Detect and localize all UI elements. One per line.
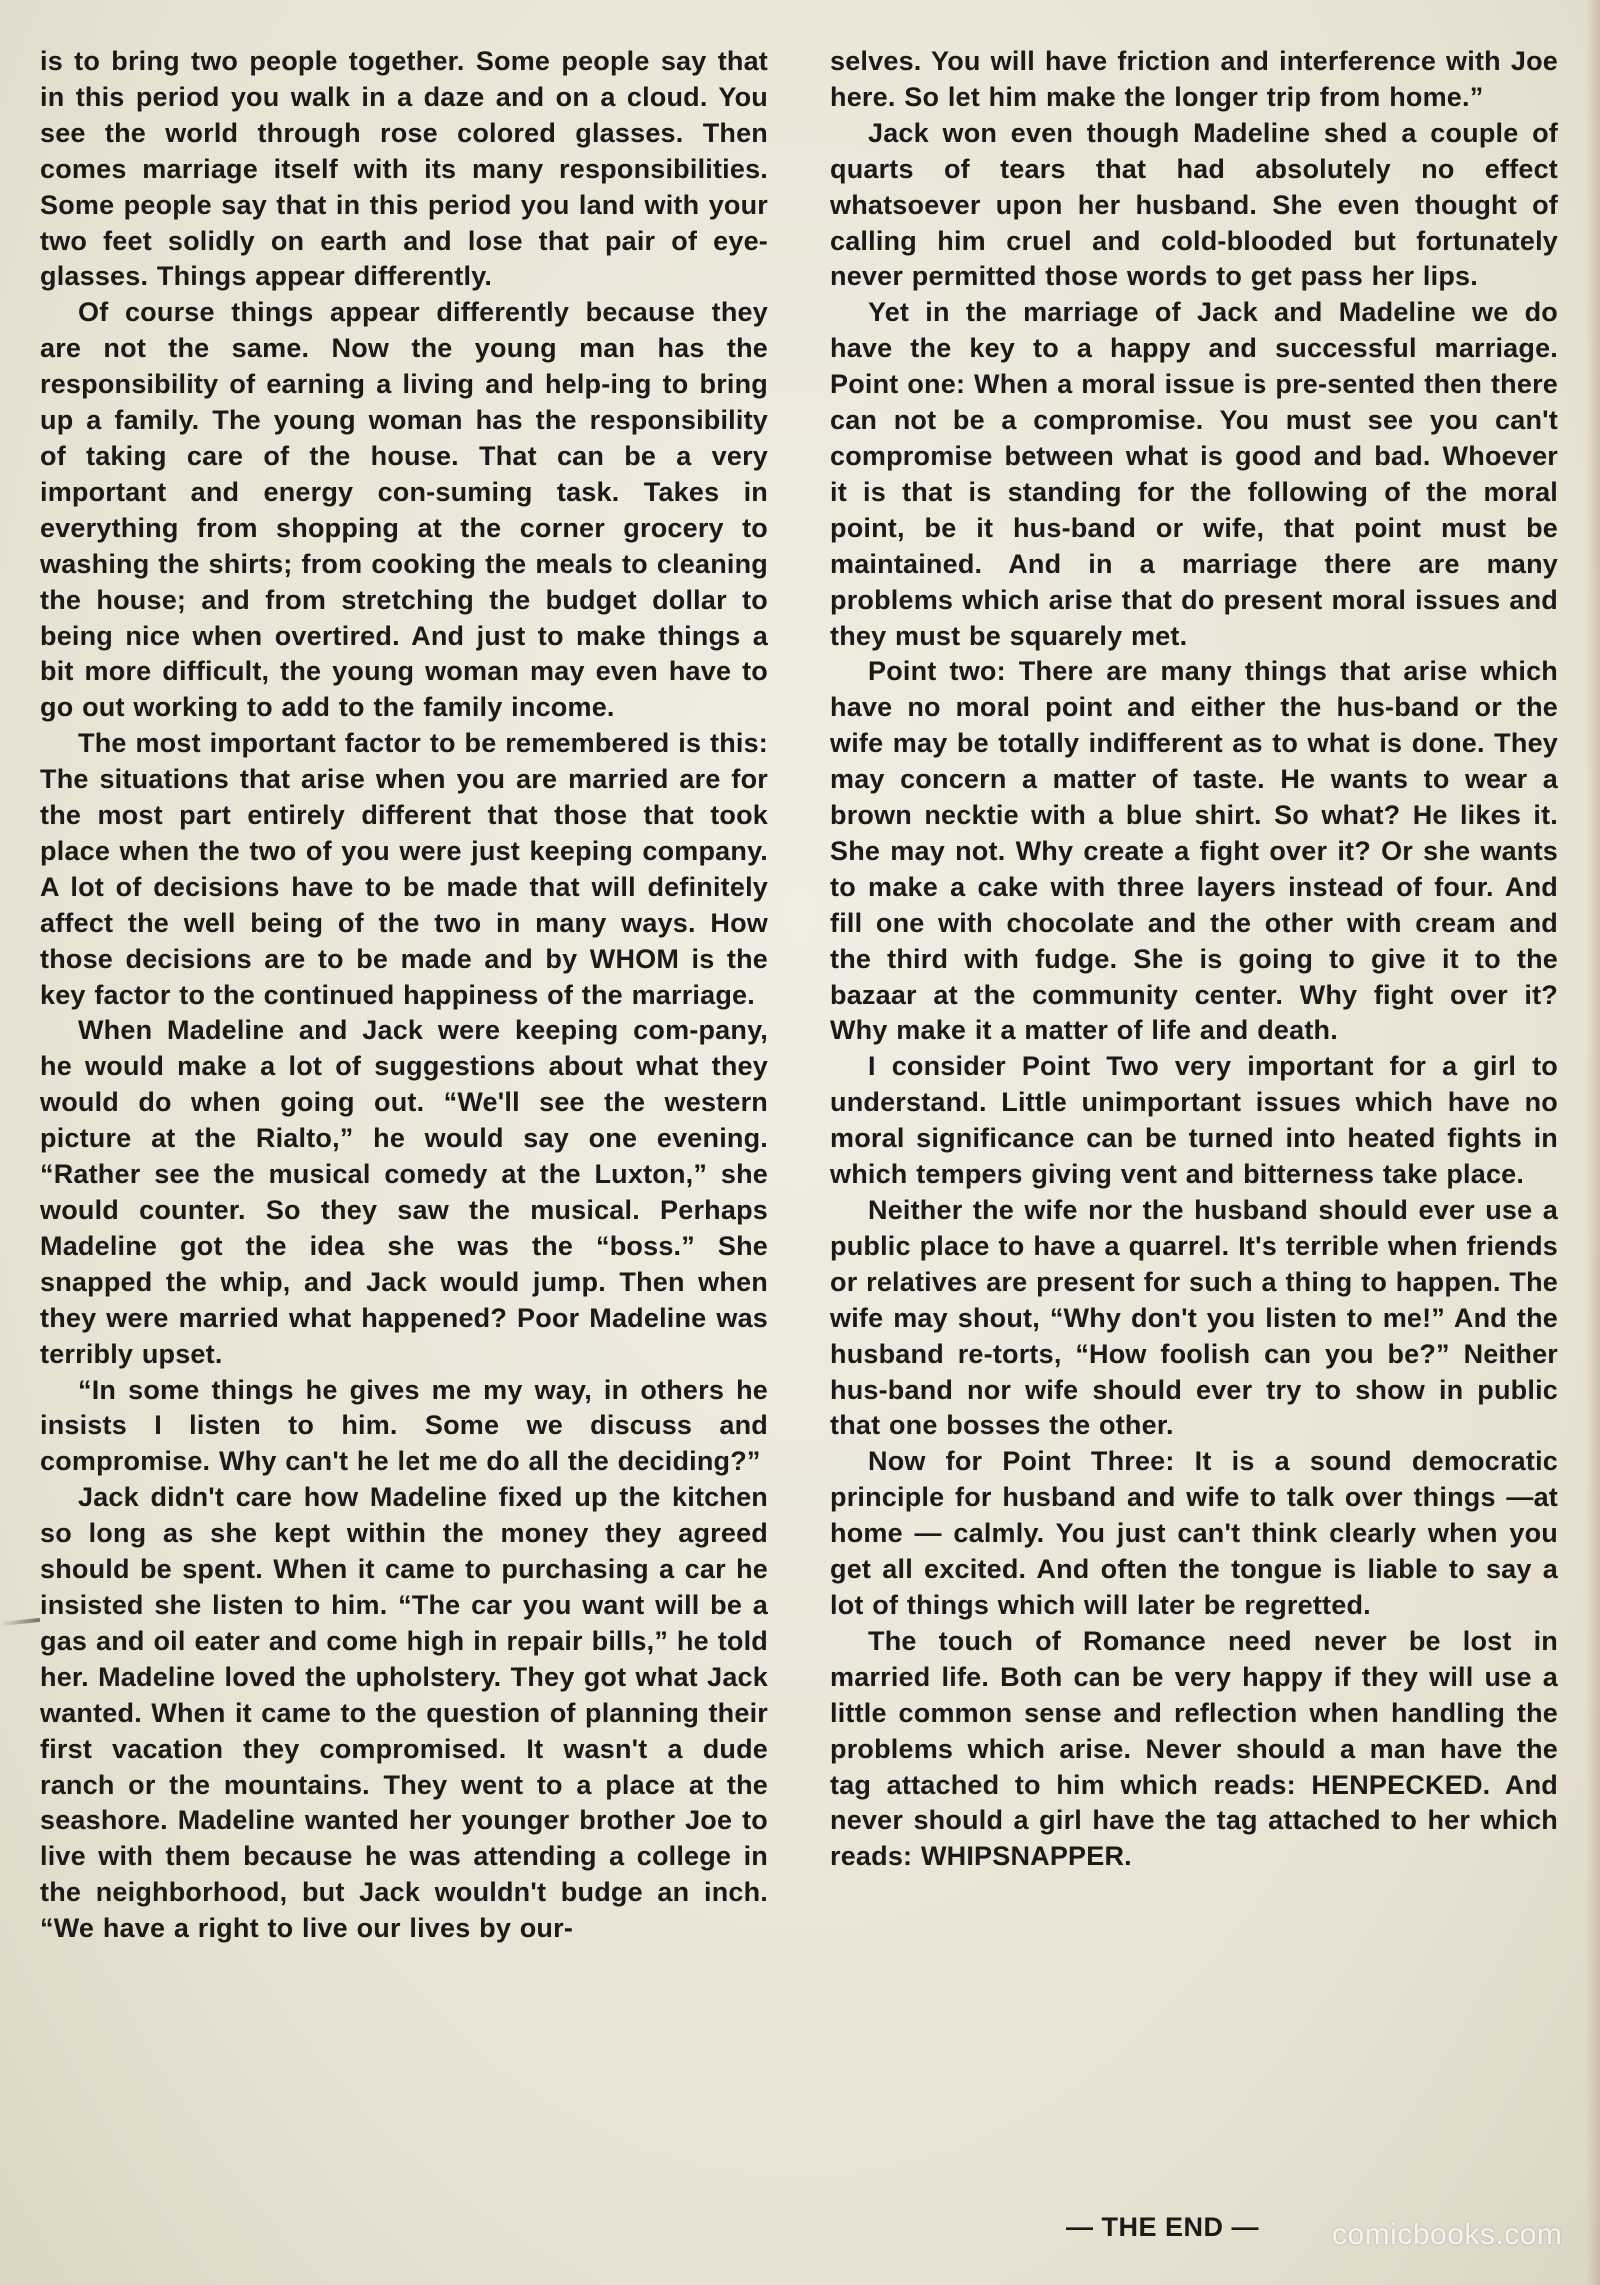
paragraph: Jack didn't care how Madeline fixed up the kitchen so long as she kept within the money they agreed should be spent. When it came to purchasing a car he insisted she listen to him. “The car you want will be a gas and oil eater and come high in repair bills,” he told her. Madeline loved the upholstery. They got what Jack wanted. When it came to the question of planning their first vacation they compromised. It wasn't a dude ranch or the mountains. They went to a place at the seashore. Madeline wanted her younger brother Joe to live with them because he was attending a college in the neighborhood, but Jack wouldn't budge an inch. “We have a right to live our lives by our- — [40, 1482, 768, 1944]
left-text-column — [40, 44, 768, 1947]
paragraph: “In some things he gives me my way, in others he insists I listen to him. Some we discuss and compromise. Why can't he let me do all the deciding?” — [40, 1374, 768, 1477]
paragraph: Jack won even though Madeline shed a couple of quarts of tears that had absolutely no effect whatsoever upon her husband. She even thought of calling him cruel and cold-blooded but fortunately never permitted those words to get pass her lips. — [830, 117, 1558, 292]
paragraph: Of course things appear differently because they are not the same. Now the young man has the responsibility of earning a living and help-ing to bring up a family. The young woman has the responsibility of taking care of the house. That can be a very important and energy con-suming task. Takes in everything from shopping at the corner grocery to washing the shirts; from cooking the meals to cleaning the house; and from stretching the budget dollar to being nice when overtired. And just to make things a bit more difficult, the young woman may even have to go out working to add to the family income. — [40, 297, 768, 723]
paragraph: Yet in the marriage of Jack and Madeline we do have the key to a happy and successful marriage. Point one: When a moral issue is pre-sented then there can not be a compromise. You must see you can't compromise between what is good and bad. Whoever it is that is standing for the following of the moral point, be it hus-band or wife, that point must be maintained. And in a marriage there are many problems which arise that do present moral issues and they must be squarely met. — [830, 297, 1558, 651]
paragraph: The touch of Romance need never be lost in married life. Both can be very happy if they will use a little common sense and reflection when handling the problems which arise. Never should a man have the tag attached to him which reads: HENPECKED. And never should a girl have the tag attached to her which reads: WHIPSNAPPER. — [830, 1625, 1558, 1872]
watermark: comicbooks.com — [1332, 2218, 1563, 2251]
paragraph: I consider Point Two very important for a girl to understand. Little unimportant issues which have no moral significance can be turned into heated fights in which tempers giving vent and bitterness take place. — [830, 1051, 1558, 1190]
the-end-label: — THE END — — [1066, 2212, 1260, 2242]
paragraph: When Madeline and Jack were keeping com-pany, he would make a lot of suggestions about what they would do when going out. “We'll see the western picture at the Rialto,” he would say one evening. “Rather see the musical comedy at the Luxton,” she would counter. So they saw the musical. Perhaps Madeline got the idea she was the “boss.” She snapped the whip, and Jack would jump. Then when they were married what happened? Poor Madeline was terribly upset. — [40, 1015, 768, 1369]
page-edge — [1586, 0, 1600, 2285]
scan-mark — [0, 1618, 40, 1626]
paragraph: Neither the wife nor the husband should ever use a public place to have a quarrel. It's terrible when friends or relatives are present for such a thing to happen. The wife may shout, “Why don't you listen to me!” And the husband re-torts, “How foolish can you be?” Neither hus-band nor wife should ever try to show in public that one bosses the other. — [830, 1195, 1558, 1441]
paragraph: is to bring two people together. Some people say that in this period you walk in a daze and on a cloud. You see the world through rose colored glasses. Then comes marriage itself with its many responsibilities. Some people say that in this period you land with your two feet solidly on earth and lose that pair of eye-glasses. Things appear differently. — [40, 46, 768, 292]
right-text-column — [830, 44, 1558, 1875]
paragraph: Now for Point Three: It is a sound democratic principle for husband and wife to talk over things —at home — calmly. You just can't think clearly when you get all excited. And often the tongue is liable to say a lot of things which will later be regretted. — [830, 1446, 1558, 1620]
paragraph: Point two: There are many things that arise which have no moral point and either the hus-band or the wife may be totally indifferent as to what is done. They may concern a matter of taste. He wants to wear a brown necktie with a blue shirt. So what? He likes it. She may not. Why create a fight over it? Or she wants to make a cake with three layers instead of four. And fill one with chocolate and the other with cream and the third with fudge. She is going to give it to the bazaar at the community center. Why fight over it? Why make it a matter of life and death. — [830, 656, 1558, 1046]
paragraph: The most important factor to be remembered is this: The situations that arise when you are married are for the most part entirely different that those that took place when the two of you were just keeping company. A lot of decisions have to be made that will definitely affect the well being of the two in many ways. How those decisions are to be made and by WHOM is the key factor to the continued happiness of the marriage. — [40, 728, 768, 1010]
paragraph: selves. You will have friction and interference with Joe here. So let him make the longer trip from home.” — [830, 46, 1558, 112]
